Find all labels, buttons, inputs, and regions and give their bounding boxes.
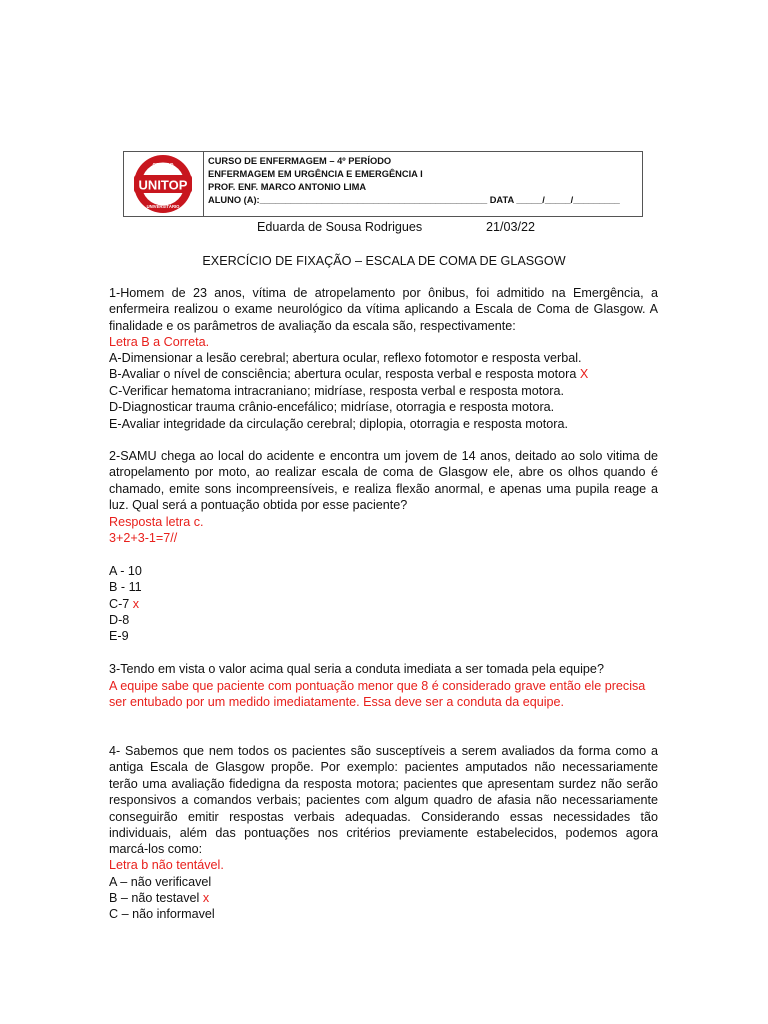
q2-calculation: 3+2+3-1=7// bbox=[109, 531, 178, 545]
q4-option: A – não verificavel bbox=[109, 875, 212, 889]
q1-line: enfermeira realizou o exame neurológico da vítima aplicando a Escala de Coma de Glasgow. A bbox=[109, 302, 658, 317]
q2-line: chamado, emite sons incompreensíveis, e realiza flexão anormal, e apenas uma pupila reage a bbox=[109, 481, 658, 496]
q1-option bbox=[109, 366, 588, 382]
logo-bottom-text: UNIVERSITÁRIO bbox=[146, 204, 180, 209]
discipline-line: ENFERMAGEM EM URGÊNCIA E EMERGÊNCIA I bbox=[208, 169, 423, 179]
course-line: CURSO DE ENFERMAGEM – 4º PERÍODO bbox=[208, 156, 392, 166]
q1-option: A-Dimensionar a lesão cerebral; abertura ocular, reflexo fotomotor e resposta verbal. bbox=[109, 351, 582, 365]
student-date-line: ALUNO (A):____________________________________________ DATA _____/_____/_________ bbox=[208, 195, 620, 205]
logo-top-text: CENTRO bbox=[152, 163, 174, 169]
q1-option: D-Diagnosticar trauma crânio-encefálico; midríase, otorragia e resposta motora. bbox=[109, 400, 555, 414]
q1-option-text: B-Avaliar o nível de consciência; abertura ocular, resposta verbal e resposta motora bbox=[109, 367, 577, 381]
q4-line: marcá-los como: bbox=[109, 842, 203, 857]
q2-line: atropelamento por moto, ao realizar escala de coma de Glasgow ele, abre os olhos quando é bbox=[109, 465, 658, 480]
professor-line: PROF. ENF. MARCO ANTONIO LIMA bbox=[208, 182, 367, 192]
student-date: 21/03/22 bbox=[486, 220, 536, 234]
logo-name: UNITOP bbox=[138, 177, 188, 193]
header-box bbox=[123, 151, 643, 217]
q2-option: E-9 bbox=[109, 629, 129, 643]
q4-line: conseguirão emitir respostas verbais adequadas. Considerando essas necessidades tão bbox=[109, 809, 658, 824]
q2-option: A - 10 bbox=[109, 564, 142, 578]
q1-line: finalidade e os parâmetros de avaliação da escala são, respectivamente: bbox=[109, 318, 516, 333]
q3-answer-line: A equipe sabe que paciente com pontuação menor que 8 é considerado grave então ele precisa bbox=[109, 679, 646, 693]
q1-option: C-Verificar hematoma intracraniano; midríase, resposta verbal e resposta motora. bbox=[109, 384, 564, 398]
header-lines bbox=[208, 155, 620, 207]
q2-option-text: C-7 bbox=[109, 597, 130, 611]
q2-option: B - 11 bbox=[109, 580, 142, 594]
page-title: EXERCÍCIO DE FIXAÇÃO – ESCALA DE COMA DE GLASGOW bbox=[202, 254, 566, 268]
q4-option bbox=[109, 890, 209, 906]
q2-text bbox=[109, 448, 658, 514]
unitop-logo bbox=[124, 152, 203, 216]
q1-line: 1-Homem de 23 anos, vítima de atropelamento por ônibus, foi admitido na Emergência, a bbox=[109, 286, 658, 300]
q4-answer: Letra b não tentável. bbox=[109, 858, 224, 872]
q4-text bbox=[109, 743, 658, 858]
q1-mark: X bbox=[579, 367, 589, 381]
q4-option: C – não informavel bbox=[109, 907, 215, 921]
q2-line: 2-SAMU chega ao local do acidente e encontra um jovem de 14 anos, deitado ao solo vitima de bbox=[109, 449, 658, 463]
q2-line: luz. Qual será a pontuação obtida por esse paciente? bbox=[109, 498, 408, 513]
q1-option: E-Avaliar integridade da circulação cerebral; diplopia, otorragia e resposta motora. bbox=[109, 417, 568, 431]
student-name: Eduarda de Sousa Rodrigues bbox=[257, 220, 423, 234]
q2-mark: x bbox=[132, 597, 140, 611]
q1-answer: Letra B a Correta. bbox=[109, 335, 210, 349]
q4-line: antiga Escala de Glasgow propõe. Por exemplo: pacientes amputados não necessariamente bbox=[109, 760, 658, 775]
q4-line: individuais, além das pontuações nos critérios previamente estabelecidos, podemos agora bbox=[109, 826, 658, 841]
q1-text bbox=[109, 285, 658, 334]
q4-line: 4- Sabemos que nem todos os pacientes são susceptíveis a serem avaliados da forma como a bbox=[109, 744, 658, 758]
q4-mark: x bbox=[202, 891, 210, 905]
q2-option bbox=[109, 596, 139, 612]
q3-answer-line: ser entubado por um medido imediatamente. Essa deve ser a conduta da equipe. bbox=[109, 695, 565, 709]
q4-option-text: B – não testavel bbox=[109, 891, 200, 905]
q4-line: terão uma avaliação fidedigna da resposta motora; pacientes que apresentam surdez não serão bbox=[109, 776, 658, 791]
q2-option: D-8 bbox=[109, 613, 130, 627]
q4-line: responsivos a comandos verbais; pacientes com algum quadro de afasia não necessariamente bbox=[109, 793, 658, 808]
q2-answer: Resposta letra c. bbox=[109, 515, 204, 529]
logo-cell bbox=[124, 152, 204, 216]
q3-question: 3-Tendo em vista o valor acima qual seria a conduta imediata a ser tomada pela equipe? bbox=[109, 662, 604, 676]
